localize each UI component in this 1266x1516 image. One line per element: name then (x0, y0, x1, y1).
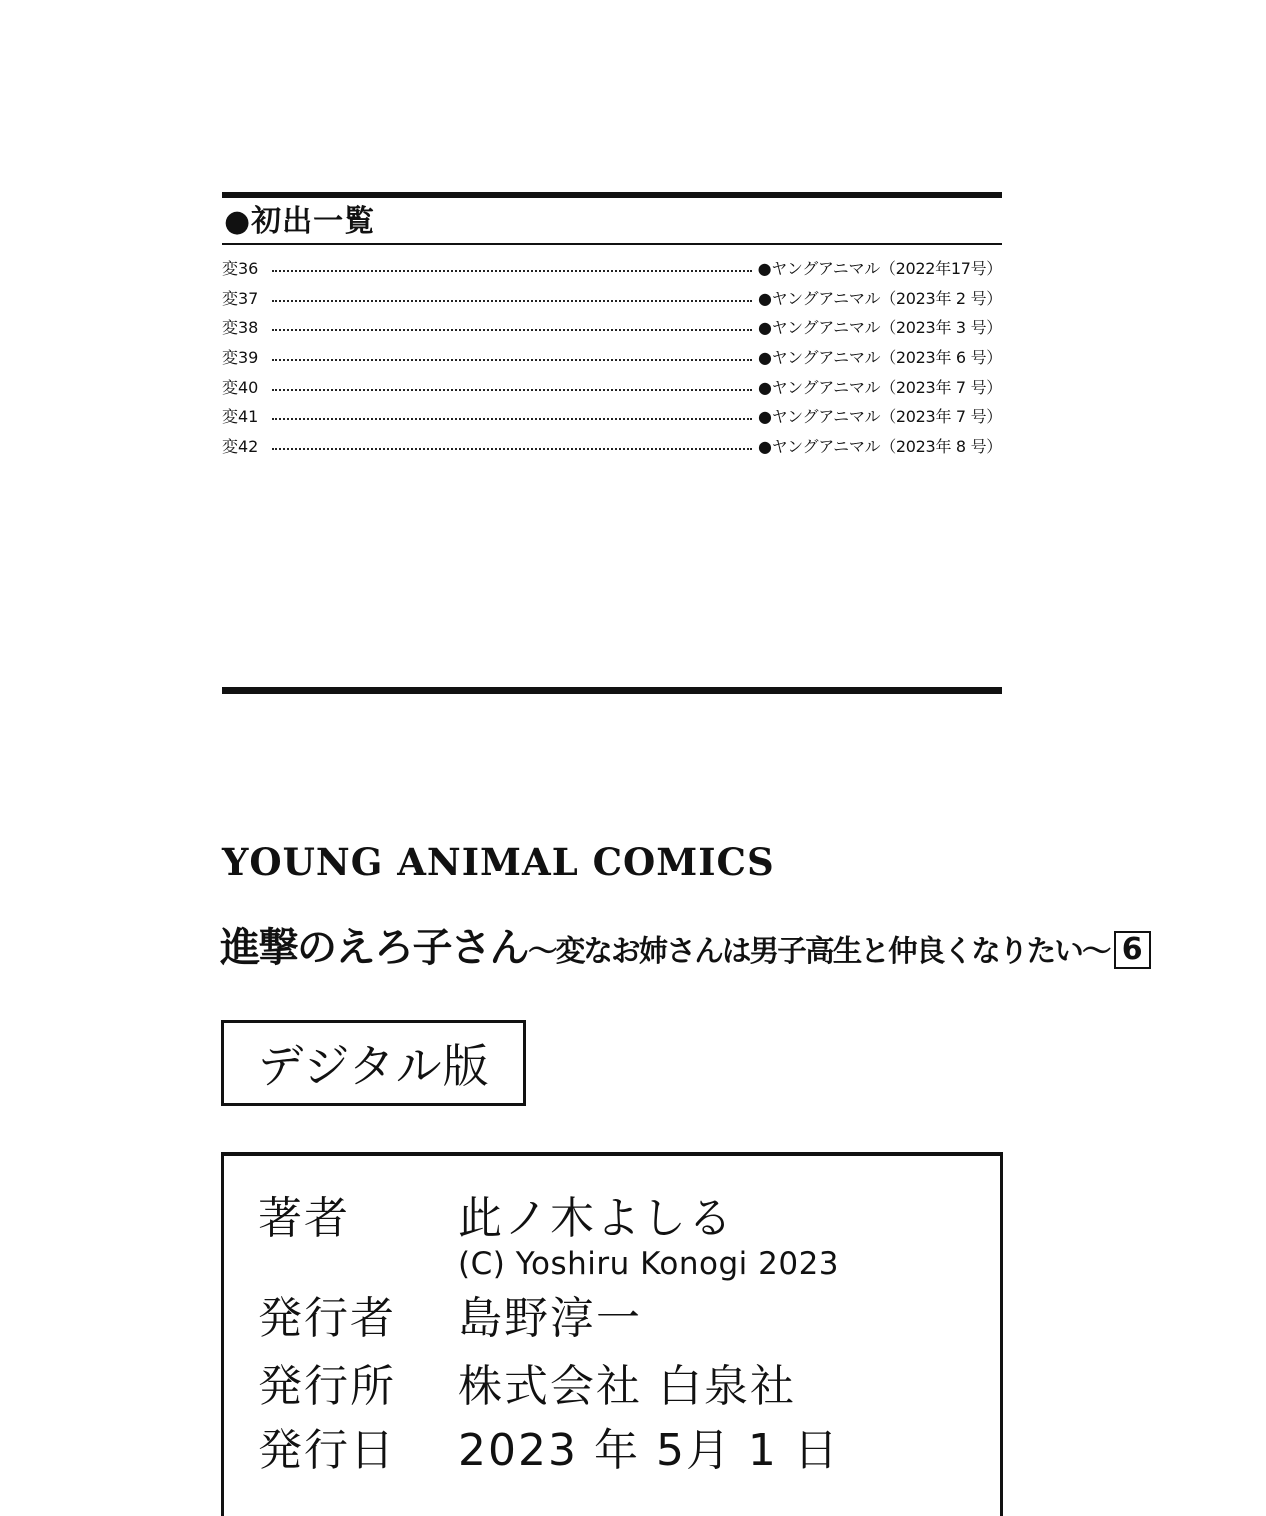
list-item (222, 313, 1002, 343)
chapter-label: 変37 (222, 288, 259, 308)
chapter-label: 変38 (222, 318, 259, 338)
list-item (222, 254, 1002, 284)
edition-label-box (221, 1020, 526, 1106)
copyright-notice: (C) Yoshiru Konogi 2023 (458, 1246, 840, 1282)
publication-date: 2023 年 5月 1 日 (458, 1425, 840, 1476)
chapter-label: 変36 (222, 258, 259, 278)
list-item (222, 284, 1002, 314)
author-label: 著者 (258, 1193, 350, 1244)
series-title-main: 進撃のえろ子さん (220, 925, 528, 971)
edition-label: デジタル版 (257, 1039, 490, 1093)
publication-date-label: 発行日 (258, 1425, 396, 1476)
dot-leader (272, 359, 752, 361)
publisher-name: 株式会社 白泉社 (458, 1361, 796, 1412)
source-label: ●ヤングアニマル（2023年 2 号） (757, 288, 1002, 308)
source-label: ●ヤングアニマル（2023年 3 号） (757, 318, 1002, 338)
publisher-person-label: 発行者 (258, 1293, 396, 1344)
first-publication-heading: ●初出一覧 (224, 204, 376, 239)
chapter-label: 変41 (222, 407, 259, 427)
source-label: ●ヤングアニマル（2023年 7 号） (757, 407, 1002, 427)
source-label: ●ヤングアニマル（2023年 6 号） (757, 347, 1002, 367)
series-subtitle: ～変なお姉さんは男子高生と仲良くなりたい～ (528, 934, 1110, 968)
author-name: 此ノ木よしる (458, 1193, 734, 1244)
list-item (222, 373, 1002, 403)
dot-leader (272, 418, 752, 420)
first-publication-list (222, 254, 1002, 462)
source-label: ●ヤングアニマル（2022年17号） (757, 258, 1002, 278)
dot-leader (272, 270, 752, 272)
source-label: ●ヤングアニマル（2023年 7 号） (757, 377, 1002, 397)
dot-leader (272, 448, 752, 450)
heading-divider (222, 243, 1002, 245)
publisher-person-name: 島野淳一 (458, 1293, 642, 1344)
dot-leader (272, 300, 752, 302)
publisher-label: 発行所 (258, 1361, 396, 1412)
dot-leader (272, 329, 752, 331)
chapter-label: 変42 (222, 436, 259, 456)
source-label: ●ヤングアニマル（2023年 8 号） (757, 436, 1002, 456)
colophon-box (221, 1152, 1003, 1516)
top-rule (222, 192, 1002, 198)
list-item (222, 432, 1002, 462)
imprint-label: YOUNG ANIMAL COMICS (222, 840, 775, 884)
list-item (222, 402, 1002, 432)
series-title (220, 922, 1143, 977)
volume-number-badge: 6 (1114, 931, 1151, 969)
bottom-rule (222, 687, 1002, 694)
chapter-label: 変39 (222, 347, 259, 367)
list-item (222, 343, 1002, 373)
dot-leader (272, 389, 752, 391)
chapter-label: 変40 (222, 377, 259, 397)
